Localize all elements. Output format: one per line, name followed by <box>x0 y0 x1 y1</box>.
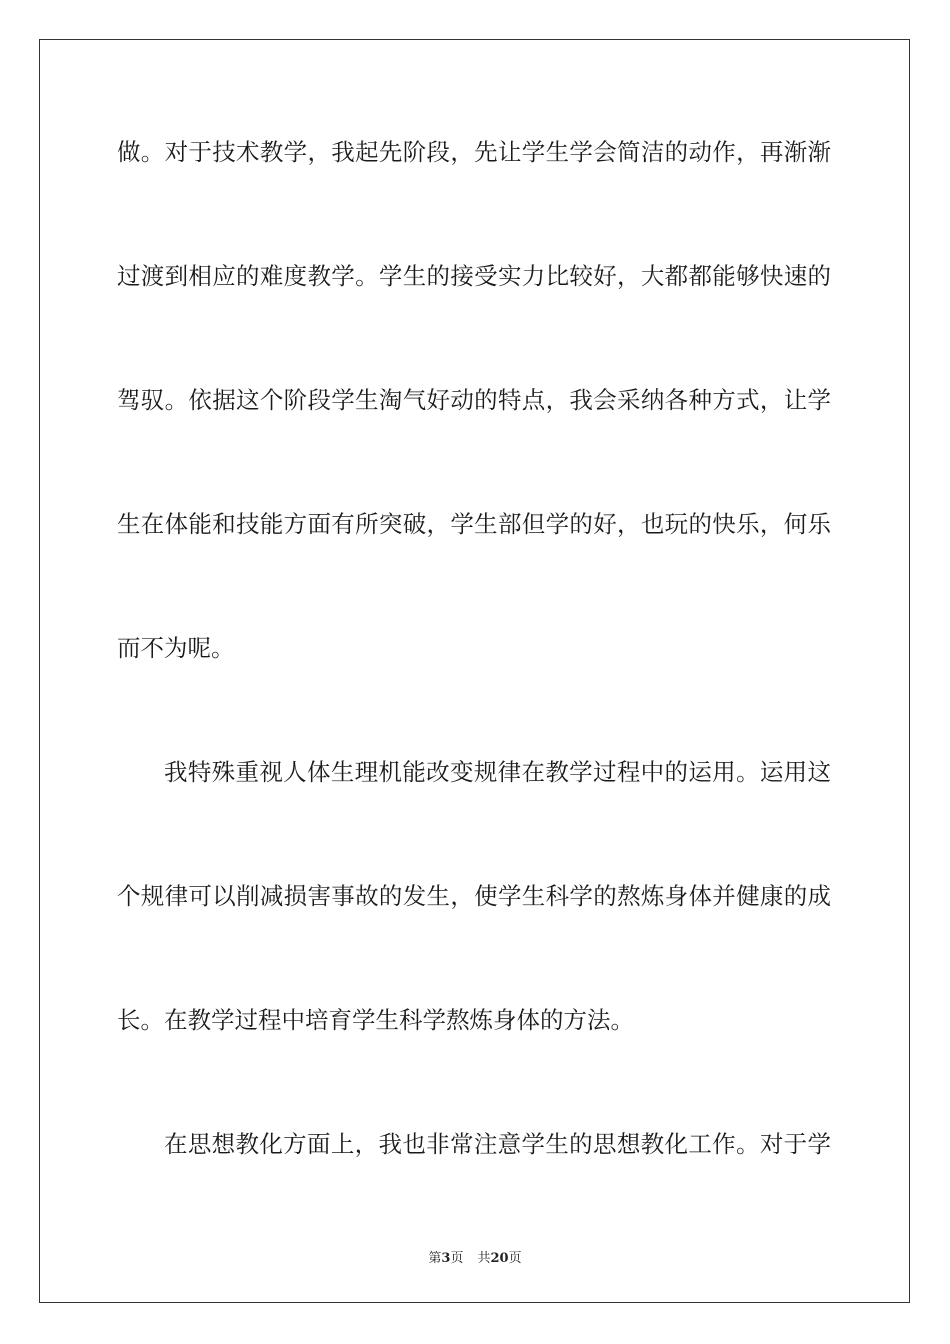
page-number: 3 <box>441 1251 451 1266</box>
paragraph-line-6: 我特殊重视人体生理机能改变规律在教学过程中的运用。运用这 <box>164 758 831 786</box>
page-prefix: 第 <box>428 1251 442 1266</box>
paragraph-line-8: 长。在教学过程中培育学生科学熬炼身体的方法。 <box>117 1006 634 1034</box>
page-footer <box>0 1247 950 1266</box>
page-border <box>39 39 910 1303</box>
total-suffix: 页 <box>508 1251 522 1266</box>
paragraph-line-9: 在思想教化方面上，我也非常注意学生的思想教化工作。对于学 <box>164 1130 831 1158</box>
page-suffix: 页 <box>450 1251 464 1266</box>
paragraph-line-4: 生在体能和技能方面有所突破，学生部但学的好，也玩的快乐，何乐 <box>117 510 831 538</box>
paragraph-line-2: 过渡到相应的难度教学。学生的接受实力比较好，大都都能够快速的 <box>117 262 831 290</box>
paragraph-line-3: 驾驭。依据这个阶段学生淘气好动的特点，我会采纳各种方式，让学 <box>117 386 831 414</box>
total-pages: 20 <box>490 1251 509 1266</box>
total-prefix: 共 <box>477 1251 491 1266</box>
paragraph-line-1: 做。对于技术教学，我起先阶段，先让学生学会简洁的动作，再渐渐 <box>117 138 831 166</box>
paragraph-line-7: 个规律可以削减损害事故的发生，使学生科学的熬炼身体并健康的成 <box>117 882 831 910</box>
paragraph-line-5: 而不为呢。 <box>117 634 235 662</box>
